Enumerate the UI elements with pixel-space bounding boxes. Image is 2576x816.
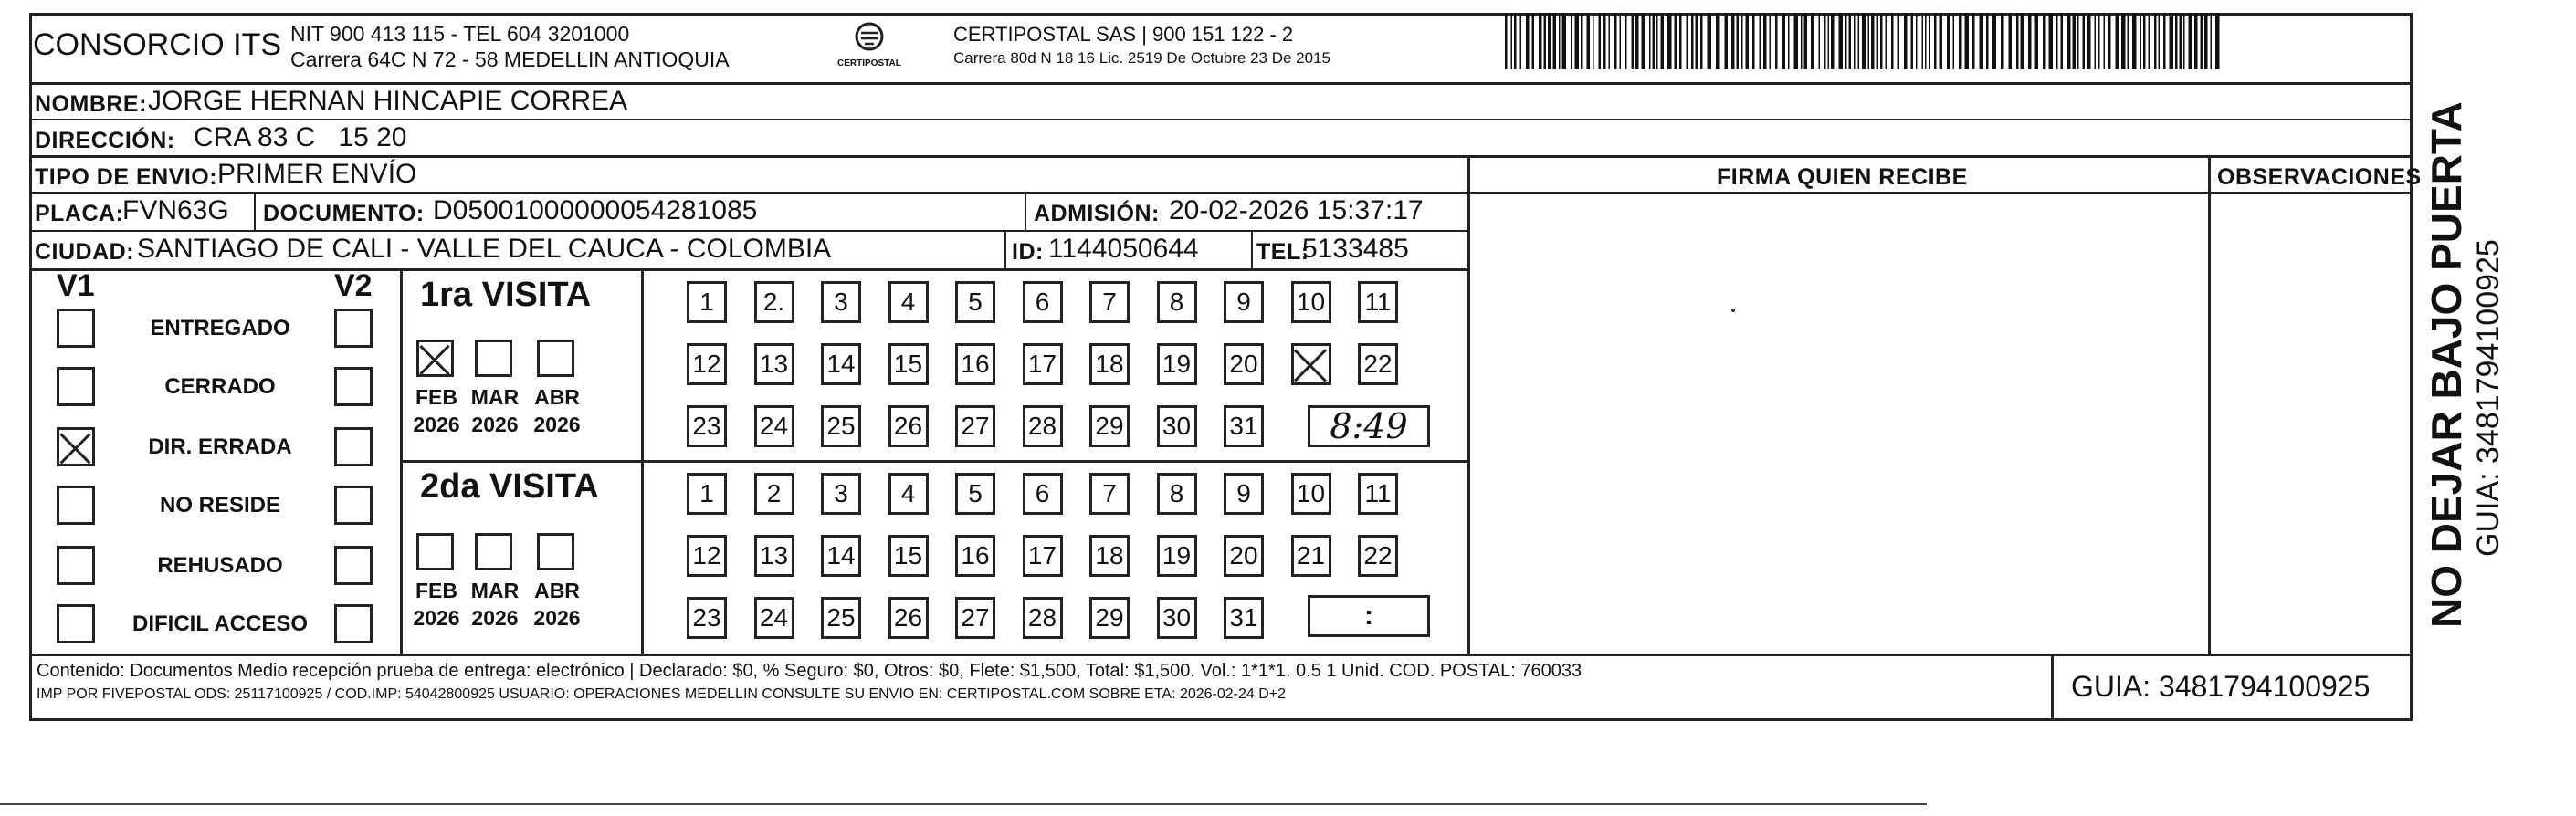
visit1-day[interactable]: 20: [1224, 343, 1264, 385]
logo-text: CERTIPOSTAL: [837, 58, 901, 68]
city-label: CIUDAD:: [35, 239, 135, 265]
visit2-day[interactable]: 13: [754, 535, 794, 577]
visit2-month-label: MAR: [470, 579, 520, 602]
visit2-month-label: ABR: [534, 579, 580, 602]
visit1-day[interactable]: 9: [1224, 281, 1264, 323]
visit1-day[interactable]: 31: [1224, 405, 1264, 447]
shipping-type: PRIMER ENVÍO: [217, 159, 417, 189]
visit2-title: 2da VISITA: [420, 467, 599, 506]
reason-label: DIR. ERRADA: [148, 434, 292, 459]
company-nit: NIT 900 413 115 - TEL 604 3201000: [290, 22, 630, 46]
visit1-day[interactable]: 15: [888, 343, 929, 385]
recipient-name: JORGE HERNAN HINCAPIE CORREA: [148, 86, 628, 116]
visit1-title: 1ra VISITA: [420, 276, 592, 314]
visit2-time: :: [1364, 601, 1373, 631]
visit1-month-label: ABR: [534, 385, 580, 409]
visit2-day[interactable]: 30: [1157, 597, 1197, 639]
visit2-month-box[interactable]: [537, 533, 574, 570]
side-warning: NO DEJAR BAJO PUERTA: [2423, 101, 2470, 628]
visit2-day[interactable]: 1: [687, 473, 727, 515]
visit2-month-label: FEB: [415, 579, 457, 602]
visit2-day[interactable]: 29: [1089, 597, 1130, 639]
visit1-day[interactable]: 30: [1157, 405, 1197, 447]
visit1-day[interactable]: 22: [1358, 343, 1398, 385]
visit2-month-box[interactable]: [475, 533, 512, 570]
visit1-day[interactable]: 12: [687, 343, 727, 385]
shipping-type-label: TIPO DE ENVIO:: [35, 164, 218, 190]
reason-label: CERRADO: [164, 374, 276, 399]
observations-header: OBSERVACIONES: [2217, 164, 2422, 190]
visit2-year-label: 2026: [471, 606, 519, 630]
barcode: [1505, 13, 2226, 69]
document-label: DOCUMENTO:: [263, 201, 425, 226]
admission-label: ADMISIÓN:: [1034, 201, 1160, 226]
side-guia: GUIA: 3481794100925: [2471, 239, 2506, 557]
visit2-day[interactable]: 26: [888, 597, 929, 639]
visit1-month-label: FEB: [415, 385, 457, 409]
reason-label: DIFICIL ACCESO: [131, 612, 308, 636]
visit1-month-label: MAR: [470, 385, 520, 409]
visit1-day[interactable]: 28: [1023, 405, 1063, 447]
visit1-day[interactable]: 7: [1089, 281, 1130, 323]
company-address: Carrera 64C N 72 - 58 MEDELLIN ANTIOQUIA: [290, 47, 730, 71]
checkbox-v1-0[interactable]: [57, 309, 95, 348]
visit1-day[interactable]: 10: [1291, 281, 1331, 323]
visit1-day[interactable]: 11: [1358, 281, 1398, 323]
visit1-day[interactable]: 4: [888, 281, 929, 323]
visit1-day[interactable]: 23: [687, 405, 727, 447]
id-value: 1144050644: [1048, 234, 1199, 264]
visit2-year-label: 2026: [533, 606, 581, 630]
checkbox-v1-2[interactable]: [57, 427, 95, 466]
visit1-time: 8:49: [1330, 406, 1408, 446]
visit2-month-box[interactable]: [416, 533, 454, 570]
visit1-day[interactable]: 27: [955, 405, 995, 447]
reason-label: NO RESIDE: [159, 493, 281, 518]
visit1-day[interactable]: 17: [1023, 343, 1063, 385]
visit2-day[interactable]: 7: [1089, 473, 1130, 515]
visit1-year-label: 2026: [471, 413, 519, 436]
visit2-day[interactable]: 15: [888, 535, 929, 577]
id-label: ID:: [1012, 239, 1044, 265]
visit2-day[interactable]: 16: [955, 535, 995, 577]
visit2-day[interactable]: 25: [821, 597, 861, 639]
reason-label: ENTREGADO: [150, 316, 290, 340]
visit2-day[interactable]: 5: [955, 473, 995, 515]
visit2-day[interactable]: 21: [1291, 535, 1331, 577]
document-value: D05001000000054281085: [433, 195, 758, 225]
checkbox-v1-1[interactable]: [57, 367, 95, 406]
checkbox-v2-4[interactable]: [334, 546, 373, 585]
visit2-day[interactable]: 8: [1157, 473, 1197, 515]
visit2-time-box[interactable]: [1308, 595, 1430, 637]
signature-area[interactable]: [1470, 194, 2205, 652]
visit2-day[interactable]: 18: [1089, 535, 1130, 577]
visit1-day[interactable]: 5: [955, 281, 995, 323]
tel-value: 5133485: [1302, 234, 1409, 264]
visit2-day[interactable]: 23: [687, 597, 727, 639]
company-name: CONSORCIO ITS: [33, 27, 282, 62]
visit2-year-label: 2026: [413, 606, 460, 630]
checkbox-v1-3[interactable]: [57, 486, 95, 525]
visit1-month-box[interactable]: [537, 340, 574, 377]
visit2-day[interactable]: 31: [1224, 597, 1264, 639]
visit1-day[interactable]: 3: [821, 281, 861, 323]
visit1-day[interactable]: 14: [821, 343, 861, 385]
checkbox-v1-5[interactable]: [57, 604, 95, 643]
visit2-day[interactable]: 4: [888, 473, 929, 515]
visit1-day[interactable]: 29: [1089, 405, 1130, 447]
footer-imp: IMP POR FIVEPOSTAL ODS: 25117100925 / COD.IMP: 54042800925 USUARIO: OPERACIONES MEDELLIN CONSULTE SU ENVIO EN: CERTIPOSTAL.COM SOBRE ETA: 2026-02-24 D+2: [37, 686, 1287, 702]
v2-header: V2: [334, 268, 373, 303]
visit1-day[interactable]: 26: [888, 405, 929, 447]
checkbox-v2-3[interactable]: [334, 486, 373, 525]
visit2-day[interactable]: 10: [1291, 473, 1331, 515]
visit1-month-box[interactable]: [416, 340, 454, 377]
checkbox-v2-5[interactable]: [334, 604, 373, 643]
recipient-address: CRA 83 C 15 20: [194, 122, 407, 152]
checkbox-v2-0[interactable]: [334, 309, 373, 348]
visit2-day[interactable]: 11: [1358, 473, 1398, 515]
visit2-day[interactable]: 27: [955, 597, 995, 639]
visit1-month-box[interactable]: [475, 340, 512, 377]
visit2-day[interactable]: 19: [1157, 535, 1197, 577]
visit2-day[interactable]: 22: [1358, 535, 1398, 577]
certipostal-logo-icon: [849, 22, 889, 58]
admission-value: 20-02-2026 15:37:17: [1169, 195, 1424, 225]
plate-value: FVN63G: [122, 195, 229, 225]
observations-area[interactable]: [2211, 194, 2410, 652]
v1-header: V1: [57, 268, 95, 303]
checkbox-v1-4[interactable]: [57, 546, 95, 585]
visit2-day[interactable]: 20: [1224, 535, 1264, 577]
address-label: DIRECCIÓN:: [35, 128, 175, 153]
visit2-day[interactable]: 6: [1023, 473, 1063, 515]
carrier-name: CERTIPOSTAL SAS | 900 151 122 - 2: [953, 23, 1294, 46]
visit1-day[interactable]: 8: [1157, 281, 1197, 323]
visit2-day[interactable]: 9: [1224, 473, 1264, 515]
visit1-year-label: 2026: [533, 413, 581, 436]
visit1-day[interactable]: 1: [687, 281, 727, 323]
visit2-day[interactable]: 12: [687, 535, 727, 577]
visit1-day[interactable]: 2.: [754, 281, 794, 323]
checkbox-v2-2[interactable]: [334, 427, 373, 466]
name-label: NOMBRE:: [35, 91, 147, 117]
plate-label: PLACA:: [35, 201, 124, 226]
visit1-day[interactable]: 6: [1023, 281, 1063, 323]
visit1-time-box[interactable]: [1308, 405, 1430, 447]
visit2-day[interactable]: 2: [754, 473, 794, 515]
city-value: SANTIAGO DE CALI - VALLE DEL CAUCA - COLOMBIA: [137, 234, 832, 264]
footer-guia: GUIA: 3481794100925: [2071, 670, 2371, 703]
tel-label: TEL:: [1256, 239, 1309, 265]
visit1-day[interactable]: 18: [1089, 343, 1130, 385]
visit1-day[interactable]: 13: [754, 343, 794, 385]
visit1-day[interactable]: 19: [1157, 343, 1197, 385]
visit1-year-label: 2026: [413, 413, 460, 436]
signature-header: FIRMA QUIEN RECIBE: [1717, 164, 1968, 190]
carrier-address: Carrera 80d N 18 16 Lic. 2519 De Octubre 23 De 2015: [953, 49, 1330, 67]
footer-content: Contenido: Documentos Medio recepción prueba de entrega: electrónico | Declarado: $0, % Seguro: $0, Otros: $0, Flete: $1,500, Total: $1,500. Vol.: 1*1*1. 0.5 1 Unid. COD. POSTAL: 760033: [37, 661, 1582, 681]
visit2-day[interactable]: 14: [821, 535, 861, 577]
visit1-day[interactable]: 24: [754, 405, 794, 447]
visit2-day[interactable]: 28: [1023, 597, 1063, 639]
visit1-day[interactable]: 25: [821, 405, 861, 447]
visit1-day[interactable]: 16: [955, 343, 995, 385]
visit1-day[interactable]: [1291, 343, 1331, 385]
reason-label: REHUSADO: [157, 553, 283, 578]
checkbox-v2-1[interactable]: [334, 367, 373, 406]
visit2-day[interactable]: 24: [754, 597, 794, 639]
visit2-day[interactable]: 17: [1023, 535, 1063, 577]
visit2-day[interactable]: 3: [821, 473, 861, 515]
